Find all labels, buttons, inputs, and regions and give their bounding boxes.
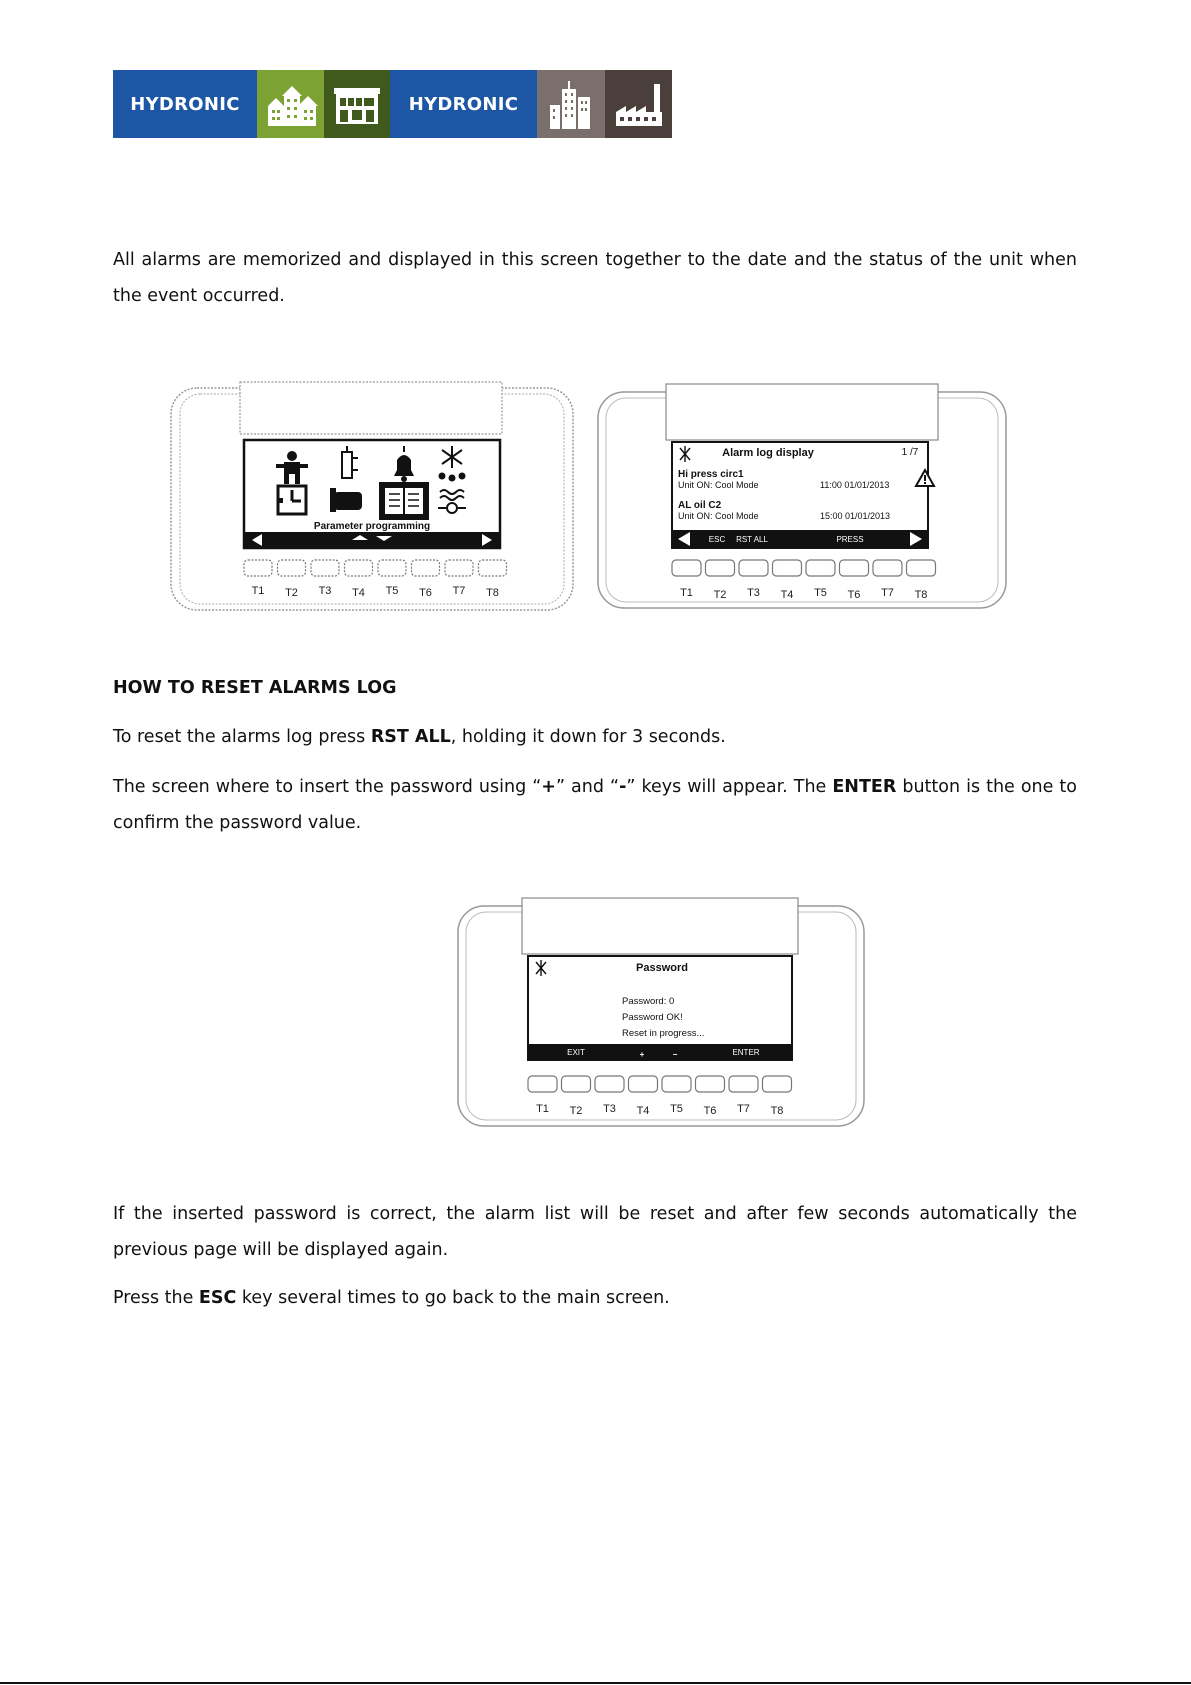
- plus-key-name: +: [541, 777, 556, 797]
- key-t1-label: T1: [680, 587, 693, 599]
- key-t2-button[interactable]: [278, 560, 306, 576]
- text-run: To reset the alarms log press: [113, 727, 371, 747]
- key-t5-label: T5: [814, 587, 827, 599]
- factory-icon: [605, 70, 672, 138]
- key-t8-button[interactable]: [763, 1076, 792, 1092]
- city-buildings-icon: [537, 70, 605, 138]
- key-t8-label: T8: [914, 589, 928, 601]
- outro-paragraph-2: [113, 1280, 1077, 1316]
- key-t2-button[interactable]: [562, 1076, 591, 1092]
- alarm-log-page-indicator: 1 /7: [901, 447, 919, 458]
- key-t3-label: T3: [747, 587, 760, 599]
- key-t6-label: T6: [703, 1105, 717, 1117]
- key-t4-button[interactable]: [773, 560, 802, 576]
- text-run: ” and “: [555, 777, 620, 797]
- text-run: button is the one to confirm the password value.: [113, 777, 1077, 833]
- text-run: ” keys will appear. The: [626, 777, 833, 797]
- key-t8-button[interactable]: [907, 560, 936, 576]
- softkey-enter-label: ENTER: [732, 1048, 760, 1057]
- alarm-2-status: Unit ON: Cool Mode: [678, 511, 759, 521]
- page-bottom-rule: [0, 1682, 1191, 1684]
- snowflake-drops-icon: [440, 446, 465, 481]
- parameter-book-icon: [379, 482, 429, 520]
- key-t3-label: T3: [603, 1103, 616, 1115]
- text-run: The screen where to insert the password using “: [113, 777, 542, 797]
- alarm-1-name: Hi press circ1: [678, 469, 744, 480]
- banner-label-2: HYDRONIC: [408, 93, 519, 115]
- alarm-1-time: 11:00 01/01/2013: [820, 480, 890, 490]
- key-t2-label: T2: [569, 1105, 583, 1117]
- intro-paragraph: All alarms are memorized and displayed in this screen together to the date and the status of the unit when the event occurred.: [113, 250, 1077, 306]
- key-t2-button[interactable]: [706, 560, 735, 576]
- key-t5-label: T5: [670, 1103, 683, 1115]
- key-t8-label: T8: [770, 1105, 784, 1117]
- key-t7-label: T7: [452, 585, 466, 597]
- reset-progress-line: Reset in progress...: [622, 1028, 705, 1039]
- key-t7-label: T7: [881, 587, 894, 599]
- softkey-rst-all-label: RST ALL: [736, 535, 768, 544]
- key-t5-button[interactable]: [662, 1076, 691, 1092]
- key-t1-button[interactable]: [244, 560, 272, 576]
- key-t7-button[interactable]: [729, 1076, 758, 1092]
- controller-alarm-log-screen: [596, 382, 1008, 612]
- outro-paragraph-1: If the inserted password is correct, the alarm list will be reset and after few seconds automatically the previous page will be displayed again.: [113, 1204, 1077, 1260]
- alarm-1-status: Unit ON: Cool Mode: [678, 480, 759, 490]
- password-ok-line: Password OK!: [622, 1012, 683, 1023]
- key-t7-label: T7: [737, 1103, 750, 1115]
- alarm-2-name: AL oil C2: [678, 500, 722, 511]
- controller-password-screen: [456, 896, 866, 1130]
- banner-segment-hydronic-2: [390, 70, 537, 138]
- header-banner: [113, 70, 672, 138]
- clock-schedule-icon: [278, 486, 306, 514]
- key-t6-button[interactable]: [412, 560, 440, 576]
- menu-caption: Parameter programming: [313, 521, 431, 532]
- enter-key-name: ENTER: [832, 777, 897, 797]
- houses-icon: [257, 70, 324, 138]
- key-t1-button[interactable]: [528, 1076, 557, 1092]
- softkey-exit-label: EXIT: [567, 1048, 585, 1057]
- key-t8-label: T8: [486, 587, 499, 599]
- key-t5-button[interactable]: [378, 560, 406, 576]
- reset-paragraph-1: [113, 719, 1077, 755]
- key-t3-button[interactable]: [595, 1076, 624, 1092]
- key-t6-button[interactable]: [696, 1076, 725, 1092]
- key-t4-label: T4: [636, 1105, 650, 1117]
- controller-menu-screen: [168, 380, 578, 616]
- key-t2-label: T2: [285, 587, 298, 599]
- esc-key-name: ESC: [198, 1288, 237, 1308]
- shop-icon: [324, 70, 390, 138]
- key-t1-button[interactable]: [672, 560, 701, 576]
- rst-all-key-name: RST ALL: [370, 727, 451, 747]
- softkey-plus-label: +: [639, 1050, 645, 1059]
- reset-paragraph-2: [113, 769, 1077, 841]
- alarm-2-time: 15:00 01/01/2013: [820, 511, 891, 521]
- banner-segment-hydronic-1: [113, 70, 257, 138]
- key-t4-button[interactable]: [345, 560, 373, 576]
- key-t3-button[interactable]: [311, 560, 339, 576]
- key-t6-button[interactable]: [840, 560, 869, 576]
- softkey-minus-label: −: [672, 1050, 678, 1059]
- key-t3-label: T3: [318, 585, 332, 597]
- key-t4-button[interactable]: [629, 1076, 658, 1092]
- softkey-esc-label: ESC: [708, 535, 726, 544]
- key-t4-label: T4: [352, 587, 365, 599]
- text-run: , holding it down for 3 seconds.: [450, 727, 726, 747]
- password-value-line: Password: 0: [622, 996, 675, 1007]
- key-t6-label: T6: [419, 587, 432, 599]
- password-title: Password: [636, 962, 688, 974]
- key-t4-label: T4: [780, 589, 794, 601]
- alarm-log-title: Alarm log display: [722, 447, 814, 459]
- key-t8-button[interactable]: [479, 560, 507, 576]
- text-run: Press the: [113, 1288, 199, 1308]
- key-t5-button[interactable]: [806, 560, 835, 576]
- key-t6-label: T6: [847, 589, 861, 601]
- key-t7-button[interactable]: [873, 560, 902, 576]
- key-t1-label: T1: [536, 1103, 549, 1115]
- softkey-press-label: PRESS: [836, 535, 864, 544]
- minus-key-name: -: [619, 777, 627, 797]
- key-t1-label: T1: [251, 585, 265, 597]
- key-t7-button[interactable]: [445, 560, 473, 576]
- key-t2-label: T2: [713, 589, 727, 601]
- banner-label-1: HYDRONIC: [130, 93, 240, 115]
- text-run: key several times to go back to the main screen.: [236, 1288, 670, 1308]
- key-t3-button[interactable]: [739, 560, 768, 576]
- key-t5-label: T5: [385, 585, 399, 597]
- reset-heading: HOW TO RESET ALARMS LOG: [113, 678, 397, 698]
